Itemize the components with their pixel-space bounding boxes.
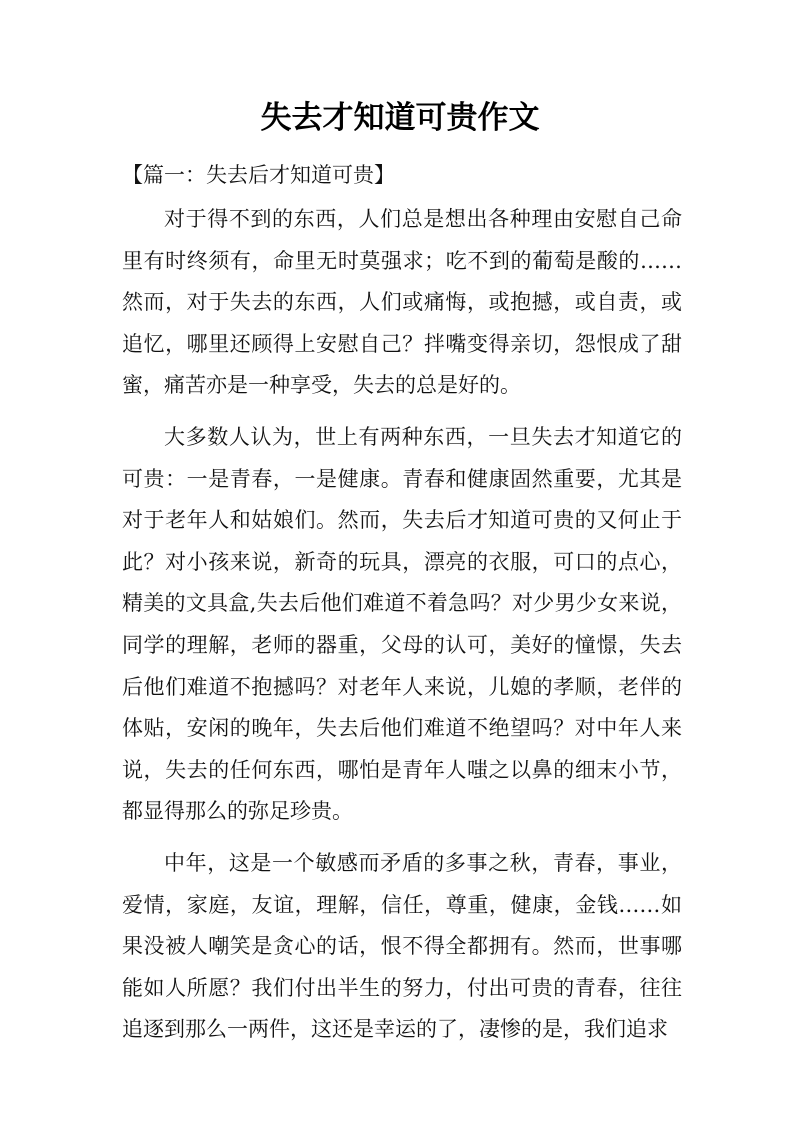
document-body	[122, 199, 682, 1061]
paragraph-3: 中年，这是一个敏感而矛盾的多事之秋，青春，事业，爱情，家庭，友谊，理解，信任，尊重，健康，金钱……如果没被人嘲笑是贪心的话，恨不得全都拥有。然而，世事哪能如人所愿？我们付出半生的努力，付出可贵的青春，往往追逐到那么一两件，这还是幸运的了，凄惨的是，我们追求	[122, 850, 682, 1042]
paragraph-2: 大多数人认为，世上有两种东西，一旦失去才知道它的可贵：一是青春，一是健康。青春和健康固然重要，尤其是对于老年人和姑娘们。然而，失去后才知道可贵的又何止于此？对小孩来说，新奇的玩具，漂亮的衣服，可口的点心，精美的文具盒,失去后他们难道不着急吗？对少男少女来说，同学的理解，老师的器重，父母的认可，美好的憧憬，失去后他们难道不抱撼吗？对老年人来说，儿媳的孝顺，老伴的体贴，安闲的晚年，失去后他们难道不绝望吗？对中年人来说，失去的任何东西，哪怕是青年人嗤之以鼻的细末小节，都显得那么的弥足珍贵。	[122, 424, 682, 824]
section-heading: 【篇一：失去后才知道可贵】	[122, 163, 395, 187]
document-title: 失去才知道可贵作文	[260, 100, 540, 136]
paragraph-1: 对于得不到的东西，人们总是想出各种理由安慰自己命里有时终须有，命里无时莫强求；吃不到的葡萄是酸的……然而，对于失去的东西，人们或痛悔，或抱撼，或自责，或追忆，哪里还顾得上安慰自己？拌嘴变得亲切，怨恨成了甜蜜，痛苦亦是一种享受，失去的总是好的。	[122, 207, 682, 398]
